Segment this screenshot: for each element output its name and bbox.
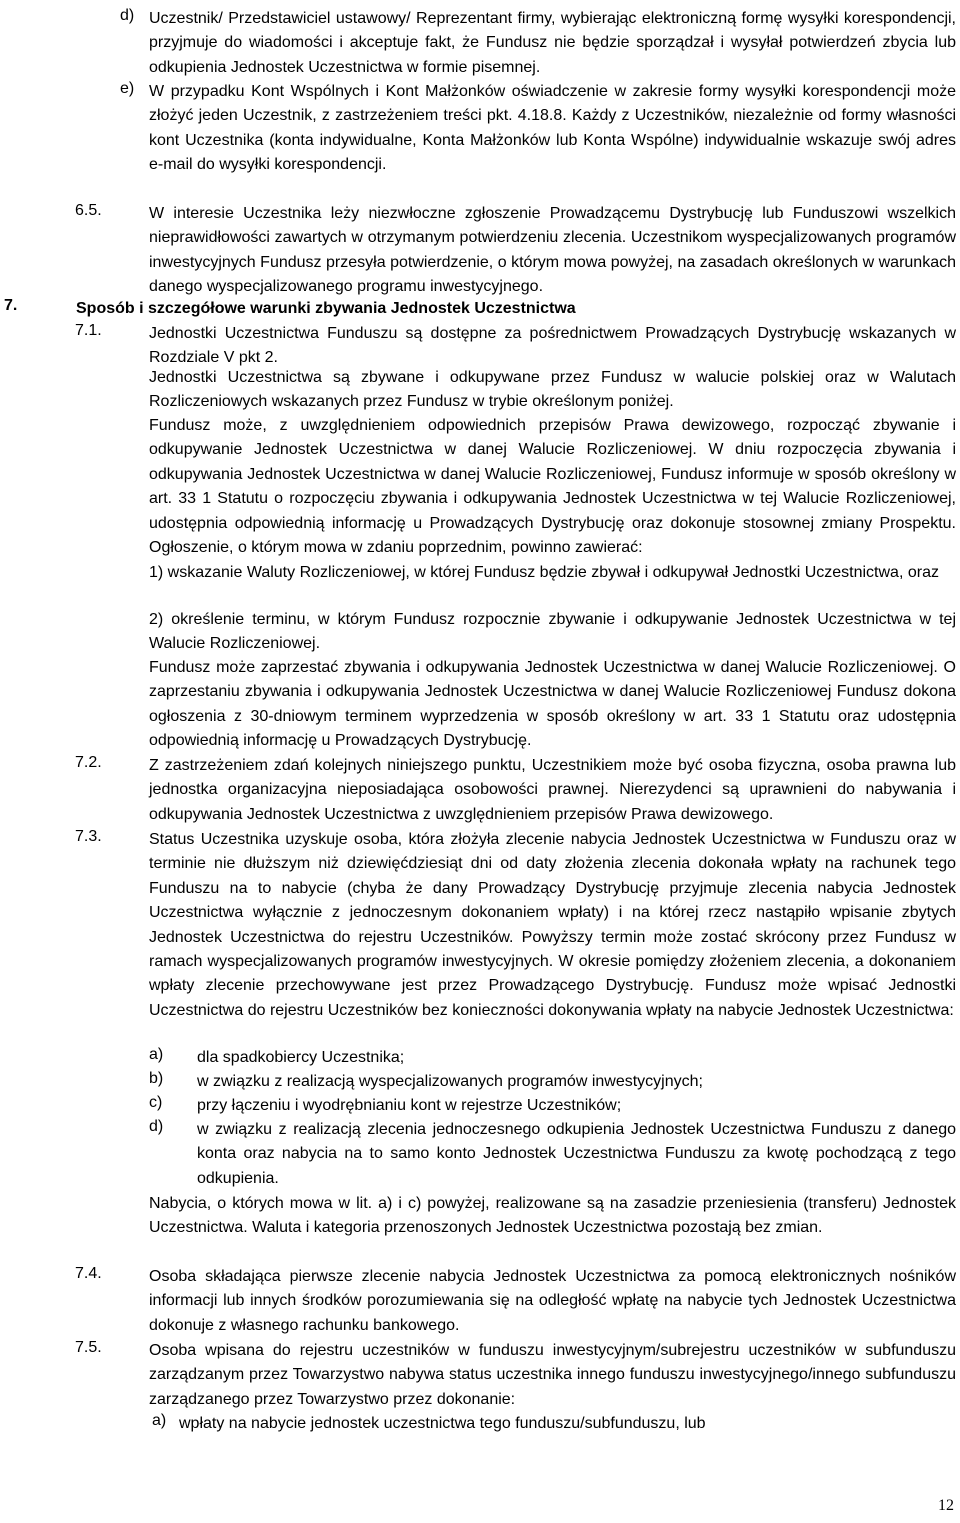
list-item-text: przy łączeniu i wyodrębnianiu kont w rejestrze Uczestników; — [197, 1097, 622, 1114]
list-item — [149, 561, 956, 585]
paragraph-text: Fundusz może, z uwzględnieniem odpowiednich przepisów Prawa dewizowego, rozpocząć zbywanie i odkupywanie Jednostek Uczestnictwa w danej Walucie Rozliczeniowej. W dniu rozpoczęcia zbywania i odkupywania Jednostek Uczestnictwa w danej Walucie Rozliczeniowej, Fundusz informuje w sposób określony w art. 33 1 Statutu o rozpoczęciu zbywania i odkupywania Jednostek Uczestnictwa w tej Walucie Rozliczeniowej, udostępnia odpowiednią informację u Prowadzących Dystrybucję oraz dokonuje stosownej zmiany Prospektu. Ogłoszenie, o którym mowa w zdaniu poprzednim, powinno zawierać: — [149, 417, 956, 557]
paragraph-text: Fundusz może zaprzestać zbywania i odkupywania Jednostek Uczestnictwa w danej Walucie Rozliczeniowej. O zaprzestaniu zbywania i odkupywania Jednostek Uczestnictwa w danej Walucie Rozliczeniowej Fundusz dokona ogłoszenia z 30-dniowym terminem wyprzedzenia w sposób określony w art. 33 1 Statutu oraz udostępnia odpowiednią informację u Prowadzących Dystrybucję. — [149, 659, 956, 750]
list-item-label: a) — [149, 1046, 164, 1063]
list-item-label: a) — [152, 1412, 167, 1429]
item-6-4-e — [120, 80, 956, 178]
paragraph-text: Nabycia, o których mowa w lit. a) i c) powyżej, realizowane są na zasadzie przeniesienia (transferu) Jednostek Uczestnictwa. Waluta i kategoria przenoszonych Jednostek Uczestnictwa pozostają bez zmian. — [149, 1195, 956, 1237]
section-number: 7.2. — [75, 754, 102, 771]
list-item — [149, 1046, 956, 1070]
section-7-heading — [4, 297, 956, 321]
item-label: e) — [120, 80, 135, 97]
list-item-label: c) — [149, 1094, 163, 1111]
list-item — [152, 1412, 956, 1436]
section-text: Status Uczestnika uzyskuje osoba, która złożyła zlecenie nabycia Jednostek Uczestnictwa w Funduszu oraz w terminie nie dłuższym niż dziewięćdziesiąt dni od daty złożenia zlecenia dokonała wpłaty na rachunek tego Funduszu na to nabycie (chyba że dany Prowadzący Dystrybucję przyjmuje zlecenia nabycia Jednostek Uczestnictwa wyłącznie z jednoczesnym dokonaniem wpłaty) i na której rzecz nastąpiło wpisanie zbytych Jednostek Uczestnictwa do rejestru Uczestników. Powyższy termin może zostać skrócony przez Fundusz w ramach wyspecjalizowanych programów inwestycyjnych. W okresie pomiędzy złożeniem zlecenia, a dokonaniem wpłaty zlecenie przechowywane jest przez Prowadzącego Dystrybucję. Fundusz może wpisać Jednostki Uczestnictwa do rejestru Uczestników bez konieczności dokonywania wpłaty na nabycie Jednostek Uczestnictwa: — [149, 831, 956, 1019]
section-7-3 — [75, 828, 956, 1023]
list-item — [149, 1118, 956, 1191]
section-text: Z zastrzeżeniem zdań kolejnych niniejszego punktu, Uczestnikiem może być osoba fizyczna, osoba prawna lub jednostka organizacyjna nieposiadająca osobowości prawnej. Nierezydenci są uprawnieni do nabywania i odkupywania Jednostek Uczestnictwa z uwzględnieniem przepisów Prawa dewizowego. — [149, 757, 956, 823]
paragraph — [149, 1192, 956, 1241]
section-number: 7.1. — [75, 322, 102, 339]
paragraph-text: Jednostki Uczestnictwa są zbywane i odkupywane przez Fundusz w walucie polskiej oraz w Walutach Rozliczeniowych wskazanych przez Fundusz w trybie określonym poniżej. — [149, 369, 956, 411]
list-item-label: d) — [149, 1118, 164, 1135]
section-number: 7.4. — [75, 1265, 102, 1282]
item-text: W przypadku Kont Wspólnych i Kont Małżonków oświadczenie w zakresie formy wysyłki korespondencji może złożyć jeden Uczestnik, z zastrzeżeniem treści pkt. 4.18.8. Każdy z Uczestników, niezależnie od formy własności kont Uczestnika (konta indywidualne, Konta Małżonków lub Konta Wspólne) indywidualnie wskazuje swój adres e-mail do wysyłki korespondencji. — [149, 83, 956, 174]
list-item-text: dla spadkobiercy Uczestnika; — [197, 1049, 405, 1066]
list-item — [149, 1094, 956, 1118]
section-number: 6.5. — [75, 202, 102, 219]
item-text: Uczestnik/ Przedstawiciel ustawowy/ Reprezentant firmy, wybierając elektroniczną formę wysyłki korespondencji, przyjmuje do wiadomości i akceptuje fakt, że Fundusz nie będzie sporządzał i wysyłał potwierdzeń zbycia lub odkupienia Jednostek Uczestnictwa w formie pisemnej. — [149, 10, 956, 76]
list-item-text: 1) wskazanie Waluty Rozliczeniowej, w której Fundusz będzie zbywał i odkupywał Jednostki Uczestnictwa, oraz — [149, 564, 939, 581]
section-title: Sposób i szczegółowe warunki zbywania Jednostek Uczestnictwa — [76, 300, 576, 317]
section-text: Jednostki Uczestnictwa Funduszu są dostępne za pośrednictwem Prowadzących Dystrybucję wskazanych w Rozdziale V pkt 2. — [149, 325, 956, 367]
item-label: d) — [120, 7, 135, 24]
section-number: 7.3. — [75, 828, 102, 845]
page-number: 12 — [938, 1497, 954, 1514]
section-number: 7. — [4, 297, 18, 314]
list-item-text: w związku z realizacją wyspecjalizowanych programów inwestycyjnych; — [197, 1073, 703, 1090]
section-text: Osoba wpisana do rejestru uczestników w funduszu inwestycyjnym/subrejestru uczestników w subfunduszu zarządzanym przez Towarzystwo nabywa status uczestnika innego funduszu inwestycyjnego/innego subfunduszu zarządzanego przez Towarzystwo przez dokonanie: — [149, 1342, 956, 1408]
section-7-2 — [75, 754, 956, 827]
section-7-1 — [75, 322, 956, 371]
list-item-text: w związku z realizacją zlecenia jednoczesnego odkupienia Jednostek Uczestnictwa Funduszu z danego konta oraz nabycia na to samo konto Jednostek Uczestnictwa Funduszu za kwotę pochodzącą z tego odkupienia. — [197, 1121, 956, 1187]
list-item-text: wpłaty na nabycie jednostek uczestnictwa tego funduszu/subfunduszu, lub — [179, 1415, 706, 1432]
list-item-text: 2) określenie terminu, w którym Fundusz rozpocznie zbywanie i odkupywanie Jednostek Uczestnictwa w tej Walucie Rozliczeniowej. — [149, 611, 956, 653]
list-item — [149, 1070, 956, 1094]
item-6-4-d — [120, 7, 956, 80]
paragraph — [149, 656, 956, 754]
section-text: Osoba składająca pierwsze zlecenie nabycia Jednostek Uczestnictwa za pomocą elektronicznych nośników informacji lub innych środków porozumiewania się na odległość wpłatę na nabycie tych Jednostek Uczestnictwa dokonuje z własnego rachunku bankowego. — [149, 1268, 956, 1334]
section-text: W interesie Uczestnika leży niezwłoczne zgłoszenie Prowadzącemu Dystrybucję lub Funduszowi wszelkich nieprawidłowości zawartych w otrzymanym potwierdzeniu zlecenia. Uczestnikom wyspecjalizowanych programów inwestycyjnych Fundusz przesyła potwierdzenie, o którym mowa powyżej, na zasadach określonych w warunkach danego wyspecjalizowanego programu inwestycyjnego. — [149, 205, 956, 296]
section-7-4 — [75, 1265, 956, 1338]
section-7-5 — [75, 1339, 956, 1412]
section-number: 7.5. — [75, 1339, 102, 1356]
paragraph — [149, 366, 956, 415]
paragraph — [149, 414, 956, 560]
list-item-label: b) — [149, 1070, 164, 1087]
section-6-5 — [75, 202, 956, 300]
list-item — [149, 608, 956, 657]
